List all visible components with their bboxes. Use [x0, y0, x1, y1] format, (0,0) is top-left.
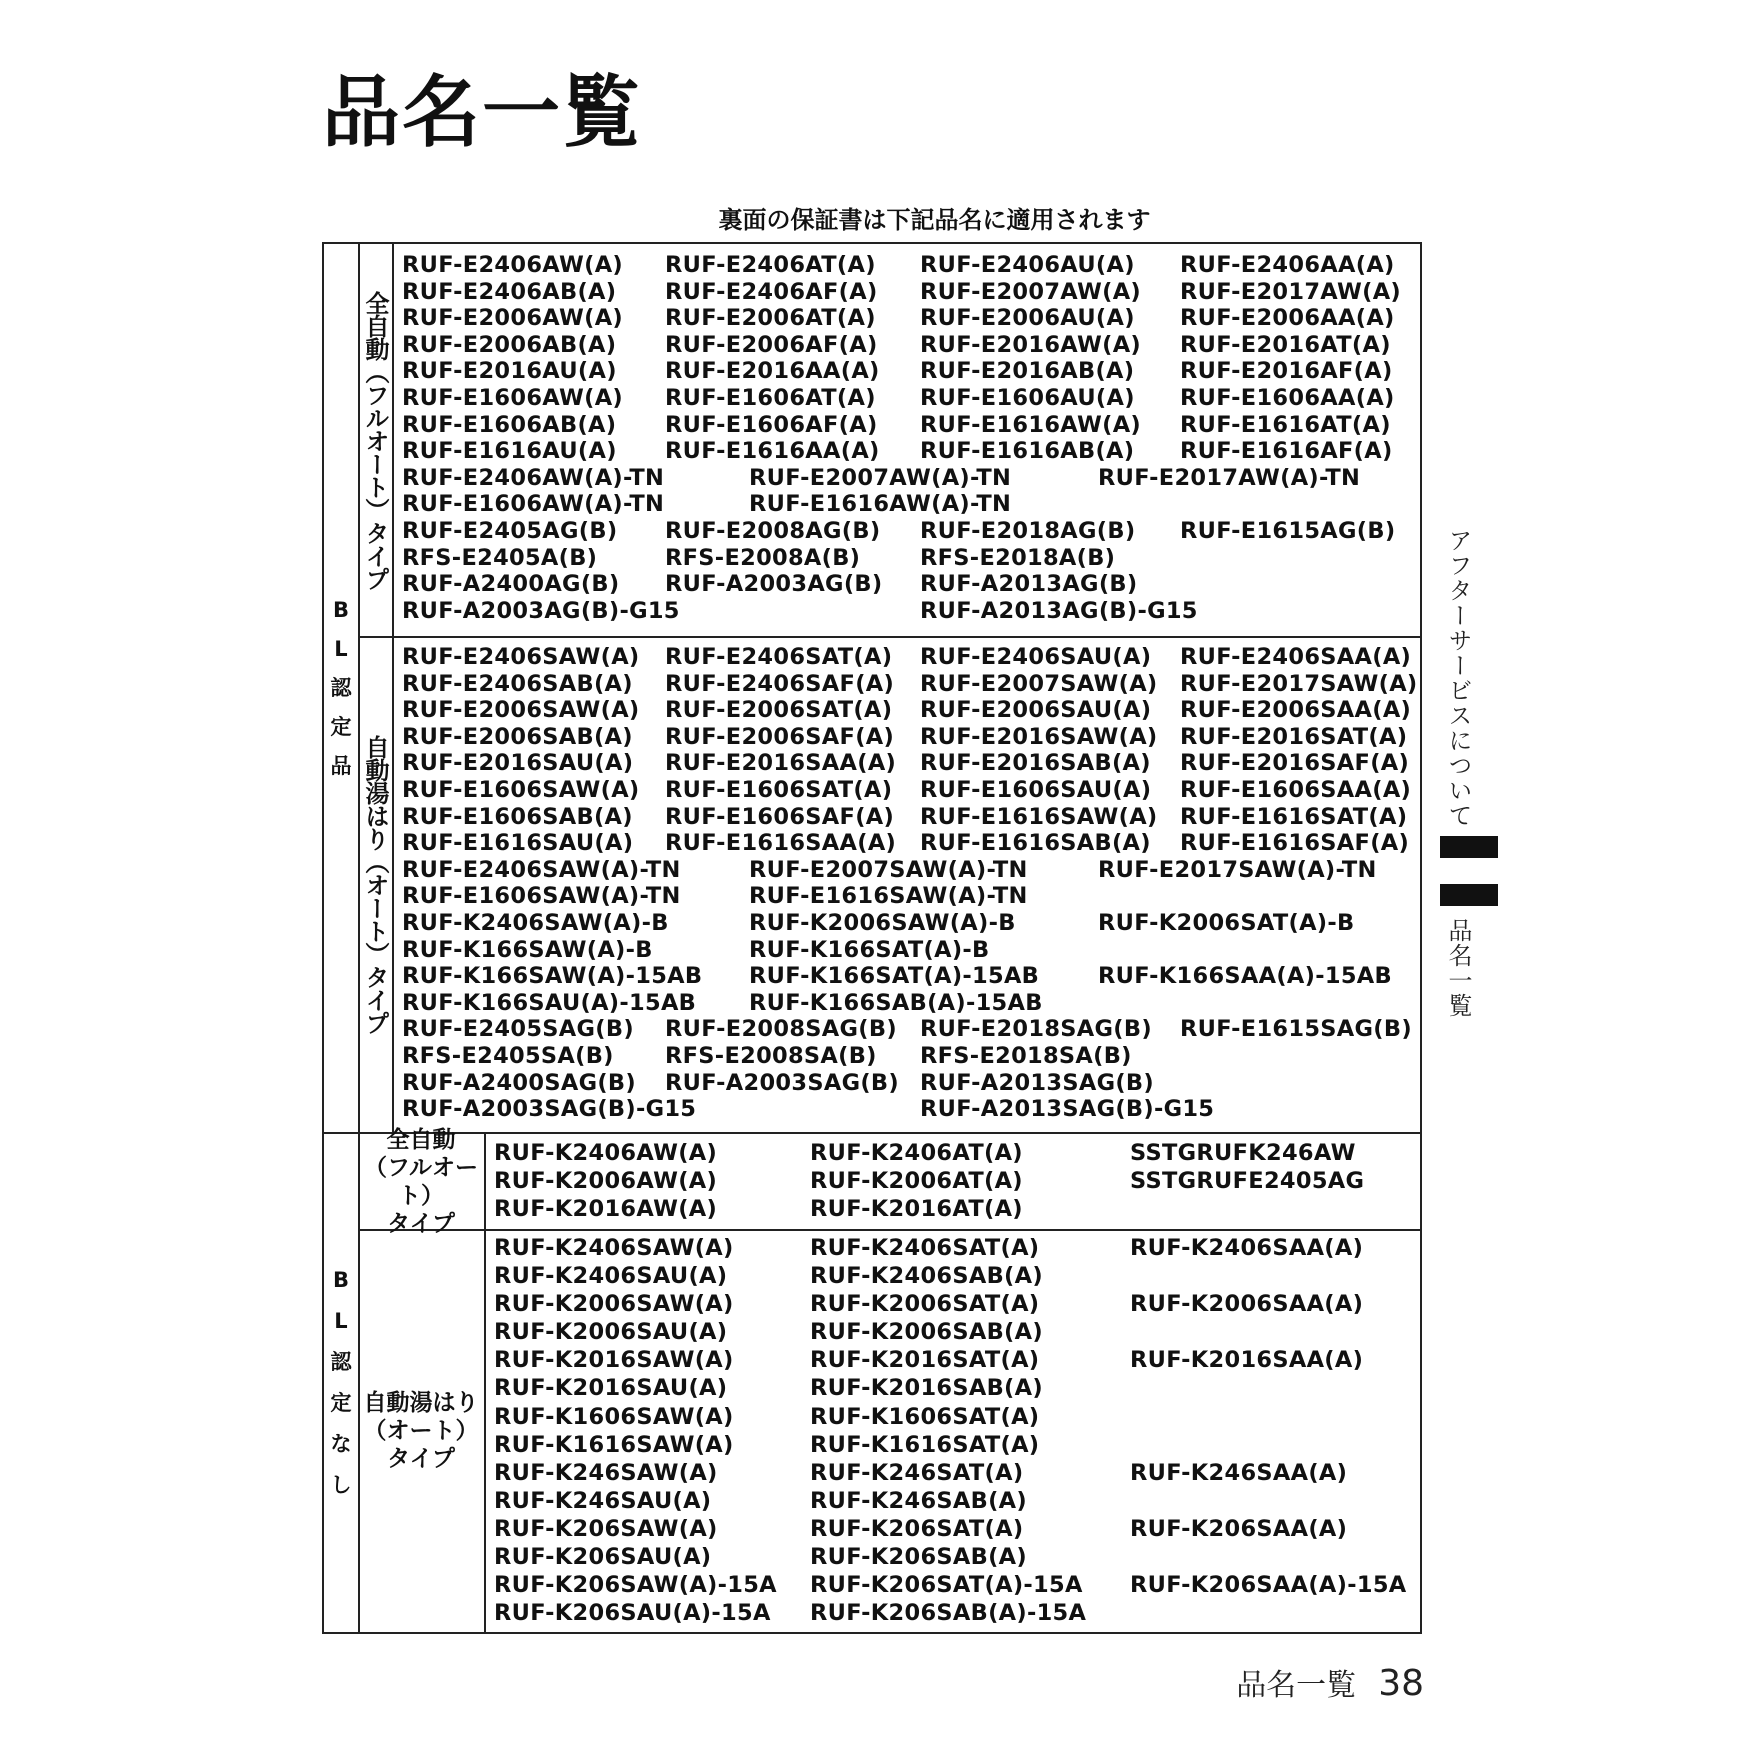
model-number: RFS-E2405A(B): [402, 544, 598, 571]
model-number: RUF-A2003SAG(B)-G15: [402, 1096, 697, 1123]
model-row: [494, 1347, 1420, 1375]
model-row: [402, 963, 1420, 990]
model-number: RUF-K2016AW(A): [494, 1196, 718, 1223]
model-row: [402, 750, 1420, 777]
section-label-bl-certified: B L 認 定 品: [324, 244, 360, 1132]
model-number: RUF-A2013SAG(B): [920, 1069, 1154, 1096]
model-row: [402, 279, 1420, 306]
model-number: RUF-E2406SAU(A): [920, 644, 1152, 670]
model-number: RUF-E2016SAB(A): [920, 750, 1151, 777]
model-number: RUF-E1615SAG(B): [1180, 1016, 1412, 1043]
section-label-bl-uncertified: B L 認 定 な し: [324, 1134, 360, 1632]
subtype-auto: [358, 1229, 1420, 1632]
subtype-full-auto: [358, 1126, 1420, 1237]
model-number: RUF-E2017AW(A)-TN: [1098, 464, 1361, 491]
footer-label: 品名一覧: [1236, 1668, 1357, 1703]
model-number: RUF-K2406SAU(A): [494, 1263, 728, 1290]
model-number: RUF-K2006AT(A): [810, 1168, 1023, 1195]
model-row: [494, 1196, 1420, 1224]
model-list: [402, 252, 1420, 636]
model-row: [402, 1016, 1420, 1043]
model-number: RUF-E2017SAW(A): [1180, 670, 1418, 697]
model-number: RUF-K1606SAT(A): [810, 1403, 1040, 1430]
model-row: [402, 545, 1420, 572]
model-number: SSTGRUFE2405AG: [1130, 1168, 1365, 1195]
model-number: RFS-E2018A(B): [920, 544, 1116, 571]
model-row: [402, 804, 1420, 831]
model-number: RUF-E2007AW(A)-TN: [749, 464, 1012, 491]
model-number: RUF-K206SAU(A)-15A: [494, 1600, 771, 1627]
model-number: RUF-K2016SAA(A): [1130, 1347, 1364, 1374]
model-number: RUF-K2006SAT(A): [810, 1291, 1040, 1318]
model-number: RUF-E1606SAU(A): [920, 776, 1152, 803]
model-number: RUF-E2406AT(A): [665, 252, 876, 278]
model-row: [494, 1235, 1420, 1263]
model-number: RUF-K206SAT(A): [810, 1515, 1024, 1542]
model-number: RUF-K2406SAA(A): [1130, 1235, 1364, 1261]
model-number: RFS-E2008SA(B): [665, 1042, 877, 1069]
model-number: RUF-E2406SAW(A)-TN: [402, 856, 681, 883]
model-number: RUF-E2008SAG(B): [665, 1016, 897, 1043]
model-number: RUF-E2016SAU(A): [402, 750, 634, 777]
model-row: [402, 1096, 1420, 1123]
model-number: RUF-K2406SAW(A): [494, 1235, 734, 1261]
model-number: RUF-K246SAU(A): [494, 1487, 712, 1514]
model-row: [494, 1319, 1420, 1347]
model-row: [402, 332, 1420, 359]
model-number: RUF-E1616SAW(A)-TN: [749, 883, 1028, 910]
model-number: SSTGRUFK246AW: [1130, 1140, 1356, 1166]
model-number: RUF-E2006AT(A): [665, 305, 876, 332]
model-number: RUF-E2016SAA(A): [665, 750, 897, 777]
model-number: RUF-K1616SAT(A): [810, 1431, 1040, 1458]
model-number: RUF-E1606AW(A): [402, 384, 624, 411]
model-row: [402, 724, 1420, 751]
model-number: RUF-K1616SAW(A): [494, 1431, 734, 1458]
model-number: RUF-K2406SAB(A): [810, 1263, 1043, 1290]
model-row: [402, 412, 1420, 439]
model-number: RUF-E2406AB(A): [402, 278, 617, 305]
model-number: RUF-E1616AW(A)-TN: [749, 491, 1012, 518]
model-row: [494, 1488, 1420, 1516]
model-number: RUF-K2406SAW(A)-B: [402, 909, 669, 936]
model-number: RUF-E1606SAF(A): [665, 803, 895, 830]
model-number: RUF-E1616SAF(A): [1180, 830, 1410, 857]
model-row: [402, 1043, 1420, 1070]
model-number: RUF-K206SAU(A): [494, 1544, 712, 1571]
subtype-label: 自動湯はり（オート）タイプ: [361, 734, 389, 1034]
model-number: RUF-E1606SAA(A): [1180, 776, 1412, 803]
model-number: RUF-E2006SAT(A): [665, 697, 893, 724]
model-number: RUF-E2018SAG(B): [920, 1016, 1152, 1043]
model-row: [402, 910, 1420, 937]
model-number: RUF-E2406SAB(A): [402, 670, 633, 697]
subtype-full-auto: [358, 244, 1420, 638]
model-number: RUF-E2016SAT(A): [1180, 723, 1408, 750]
model-number: RUF-K206SAB(A): [810, 1544, 1027, 1571]
model-number: RUF-E1606SAB(A): [402, 803, 633, 830]
model-number: RUF-E1616SAW(A): [920, 803, 1158, 830]
model-row: [402, 777, 1420, 804]
model-number: RUF-E1616AT(A): [1180, 411, 1391, 438]
model-number: RUF-E2017SAW(A)-TN: [1098, 856, 1377, 883]
model-row: [402, 671, 1420, 698]
model-number: RUF-E1606SAT(A): [665, 776, 893, 803]
model-number: RUF-E2008AG(B): [665, 517, 881, 544]
model-number: RUF-E2016AF(A): [1180, 358, 1393, 385]
model-row: [494, 1516, 1420, 1544]
model-row: [402, 990, 1420, 1017]
model-number: RUF-E1606AA(A): [1180, 384, 1395, 411]
model-number: RUF-A2003AG(B)-G15: [402, 597, 680, 624]
model-number: RUF-K2016SAU(A): [494, 1375, 728, 1402]
model-row: [402, 438, 1420, 465]
model-row: [402, 830, 1420, 857]
model-number: RUF-K206SAB(A)-15A: [810, 1600, 1087, 1627]
model-number: RUF-E1606AT(A): [665, 384, 876, 411]
model-number: RUF-E2406AF(A): [665, 278, 878, 305]
model-row: [494, 1600, 1420, 1628]
bl-certified-section: [322, 242, 1422, 1134]
model-number: RUF-E2016AT(A): [1180, 331, 1391, 358]
model-list: [494, 1140, 1420, 1229]
model-number: RUF-A2013AG(B): [920, 571, 1138, 598]
model-number: RUF-K246SAW(A): [494, 1459, 718, 1486]
model-row: [402, 598, 1420, 625]
model-number: RUF-E2006SAB(A): [402, 723, 633, 750]
model-number: RUF-A2013AG(B)-G15: [920, 597, 1198, 624]
model-number: RUF-K206SAA(A)-15A: [1130, 1572, 1407, 1599]
model-number: RUF-E1615AG(B): [1180, 517, 1396, 544]
model-number: RUF-K2406AT(A): [810, 1140, 1023, 1166]
model-number: RUF-K246SAA(A): [1130, 1459, 1348, 1486]
model-number: RUF-K166SAA(A)-15AB: [1098, 963, 1392, 990]
model-number: RUF-E2406SAA(A): [1180, 644, 1412, 670]
page-footer: [1236, 1660, 1424, 1704]
model-number: RUF-E2016AU(A): [402, 358, 617, 385]
model-number: RUF-E2016AA(A): [665, 358, 880, 385]
model-number: RUF-K2016SAW(A): [494, 1347, 734, 1374]
model-row: [494, 1263, 1420, 1291]
model-number: RUF-E2016SAF(A): [1180, 750, 1410, 777]
model-number: RUF-E1606AB(A): [402, 411, 617, 438]
subtype-label: 全自動 （フルオート） タイプ: [363, 1126, 479, 1237]
side-tab-marker: [1440, 884, 1498, 906]
model-number: RUF-E2006SAW(A): [402, 697, 640, 724]
model-number: RUF-E1616SAT(A): [1180, 803, 1408, 830]
model-number: RUF-K2006SAT(A)-B: [1098, 909, 1355, 936]
model-number: RUF-E1616AF(A): [1180, 438, 1393, 465]
model-number: RUF-K166SAT(A)-15AB: [749, 963, 1040, 990]
model-number: RUF-K2006AW(A): [494, 1168, 718, 1195]
model-number: RUF-K206SAA(A): [1130, 1515, 1348, 1542]
model-row: [494, 1168, 1420, 1196]
model-number: RUF-K1606SAW(A): [494, 1403, 734, 1430]
model-number: RUF-K2006SAB(A): [810, 1319, 1043, 1346]
model-row: [494, 1140, 1420, 1168]
model-number: RUF-E1616AA(A): [665, 438, 880, 465]
model-row: [402, 1070, 1420, 1097]
model-number: RFS-E2008A(B): [665, 544, 861, 571]
model-row: [494, 1291, 1420, 1319]
model-number: RUF-K206SAT(A)-15A: [810, 1572, 1083, 1599]
model-number: RUF-K206SAW(A)-15A: [494, 1572, 777, 1599]
model-number: RUF-E1606SAW(A)-TN: [402, 883, 681, 910]
warranty-note: 裏面の保証書は下記品名に適用されます: [718, 206, 1151, 234]
model-number: RUF-E2406SAT(A): [665, 644, 893, 670]
model-number: RUF-E2006SAF(A): [665, 723, 895, 750]
model-row: [402, 358, 1420, 385]
model-list: [494, 1235, 1420, 1632]
model-number: RUF-E2017AW(A): [1180, 278, 1402, 305]
model-number: RUF-E2006AA(A): [1180, 305, 1395, 332]
model-row: [402, 518, 1420, 545]
model-row: [402, 644, 1420, 671]
side-tab-marker: [1440, 836, 1498, 858]
side-tab-page: 品名一覧: [1444, 918, 1472, 1018]
model-number: RUF-K2016AT(A): [810, 1196, 1023, 1223]
model-row: [402, 883, 1420, 910]
model-number: RUF-K2006SAU(A): [494, 1319, 728, 1346]
model-number: RUF-E1606AU(A): [920, 384, 1135, 411]
model-number: RUF-E2405SAG(B): [402, 1016, 634, 1043]
model-number: RUF-E1616AW(A): [920, 411, 1142, 438]
model-number: RUF-E2006AW(A): [402, 305, 624, 332]
model-number: RUF-K2406AW(A): [494, 1140, 718, 1166]
model-number: RUF-K246SAB(A): [810, 1487, 1027, 1514]
model-list: [402, 644, 1420, 1132]
model-number: RUF-K166SAW(A)-B: [402, 936, 653, 963]
model-number: RUF-E2405AG(B): [402, 517, 618, 544]
model-row: [494, 1544, 1420, 1572]
subtype-auto: [358, 636, 1420, 1132]
subtype-label: 全自動（フルオート）タイプ: [361, 290, 389, 590]
model-row: [402, 697, 1420, 724]
model-number: RUF-E2406AW(A)-TN: [402, 464, 665, 491]
model-number: RUF-E2006SAU(A): [920, 697, 1152, 724]
model-row: [402, 252, 1420, 279]
model-number: RUF-E1606AF(A): [665, 411, 878, 438]
model-number: RUF-E2006AF(A): [665, 331, 878, 358]
model-number: RUF-E2007SAW(A): [920, 670, 1158, 697]
model-number: RFS-E2018SA(B): [920, 1042, 1132, 1069]
model-number: RUF-K2006SAW(A): [494, 1291, 734, 1318]
model-number: RUF-K2016SAT(A): [810, 1347, 1040, 1374]
model-number: RUF-K166SAB(A)-15AB: [749, 989, 1043, 1016]
model-number: RUF-K166SAW(A)-15AB: [402, 963, 703, 990]
model-number: RUF-E2007SAW(A)-TN: [749, 856, 1028, 883]
model-number: RUF-A2013SAG(B)-G15: [920, 1096, 1215, 1123]
model-row: [402, 465, 1420, 492]
model-row: [494, 1460, 1420, 1488]
model-number: RUF-E1616SAB(A): [920, 830, 1151, 857]
model-row: [402, 385, 1420, 412]
model-number: RUF-E2406AW(A): [402, 252, 624, 278]
model-number: RUF-K2406SAT(A): [810, 1235, 1040, 1261]
model-row: [494, 1572, 1420, 1600]
page-number: 38: [1378, 1663, 1424, 1704]
model-row: [402, 857, 1420, 884]
model-number: RUF-E2016AW(A): [920, 331, 1142, 358]
model-number: RUF-E2406AU(A): [920, 252, 1135, 278]
subtype-label: 自動湯はり （オート） タイプ: [363, 1389, 479, 1472]
model-number: RUF-K166SAU(A)-15AB: [402, 989, 697, 1016]
model-row: [402, 937, 1420, 964]
model-number: RUF-E1606AW(A)-TN: [402, 491, 665, 518]
model-number: RUF-A2003AG(B): [665, 571, 883, 598]
model-number: RUF-E2406SAW(A): [402, 644, 640, 670]
side-tab-section: アフターサービスについて: [1444, 528, 1472, 828]
page-title: 品名一覧: [322, 68, 643, 158]
model-number: RUF-E2016AB(A): [920, 358, 1135, 385]
model-number: RUF-E2007AW(A): [920, 278, 1142, 305]
model-number: RUF-E2406AA(A): [1180, 252, 1395, 278]
model-number: RUF-E2006AB(A): [402, 331, 617, 358]
model-number: RUF-E1616SAA(A): [665, 830, 897, 857]
model-number: RUF-K2006SAA(A): [1130, 1291, 1364, 1318]
model-number: RUF-K2006SAW(A)-B: [749, 909, 1016, 936]
model-number: RUF-A2400AG(B): [402, 571, 620, 598]
model-number: RUF-K166SAT(A)-B: [749, 936, 990, 963]
model-number: RUF-E1616SAU(A): [402, 830, 634, 857]
model-number: RUF-E1606SAW(A): [402, 776, 640, 803]
model-row: [494, 1404, 1420, 1432]
model-number: RUF-E2406SAF(A): [665, 670, 895, 697]
model-row: [402, 571, 1420, 598]
model-row: [494, 1432, 1420, 1460]
model-row: [494, 1375, 1420, 1403]
model-number: RUF-A2003SAG(B): [665, 1069, 899, 1096]
model-row: [402, 305, 1420, 332]
model-number: RUF-E2006AU(A): [920, 305, 1135, 332]
model-number: RUF-K246SAT(A): [810, 1459, 1024, 1486]
model-number: RUF-K2016SAB(A): [810, 1375, 1043, 1402]
model-number: RUF-E2018AG(B): [920, 517, 1136, 544]
model-number: RUF-E2016SAW(A): [920, 723, 1158, 750]
model-row: [402, 491, 1420, 518]
model-number: RUF-A2400SAG(B): [402, 1069, 636, 1096]
model-number: RFS-E2405SA(B): [402, 1042, 614, 1069]
model-number: RUF-E1616AB(A): [920, 438, 1135, 465]
model-number: RUF-E2006SAA(A): [1180, 697, 1412, 724]
model-number: RUF-E1616AU(A): [402, 438, 617, 465]
bl-uncertified-section: [322, 1126, 1422, 1634]
model-number: RUF-K206SAW(A): [494, 1515, 718, 1542]
